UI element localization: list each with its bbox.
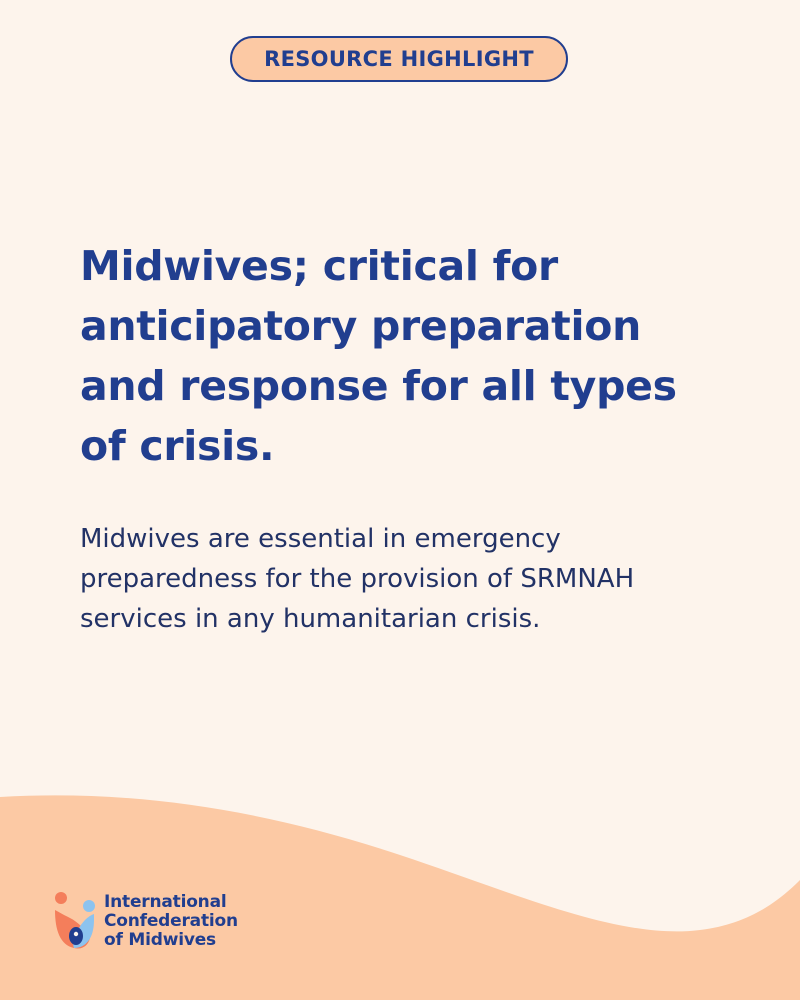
headline	[80, 236, 740, 476]
resource-highlight-badge: RESOURCE HIGHLIGHT	[230, 36, 568, 82]
icm-logo	[52, 886, 238, 956]
headline-line: of crisis.	[80, 422, 275, 470]
headline-line: Midwives; critical for	[80, 242, 558, 290]
body-line: preparedness for the provision of SRMNAH	[80, 564, 635, 594]
body-line: services in any humanitarian crisis.	[80, 604, 541, 634]
body-line: Midwives are essential in emergency	[80, 524, 561, 554]
icm-logo-wordmark	[104, 893, 238, 950]
icm-logo-mark-icon	[52, 890, 98, 952]
logo-text-line: of Midwives	[104, 929, 216, 950]
headline-line: and response for all types	[80, 362, 677, 410]
logo-text-line: International	[104, 891, 227, 912]
logo-text-line: Confederation	[104, 910, 238, 931]
headline-line: anticipatory preparation	[80, 302, 641, 350]
body-text	[80, 519, 740, 639]
